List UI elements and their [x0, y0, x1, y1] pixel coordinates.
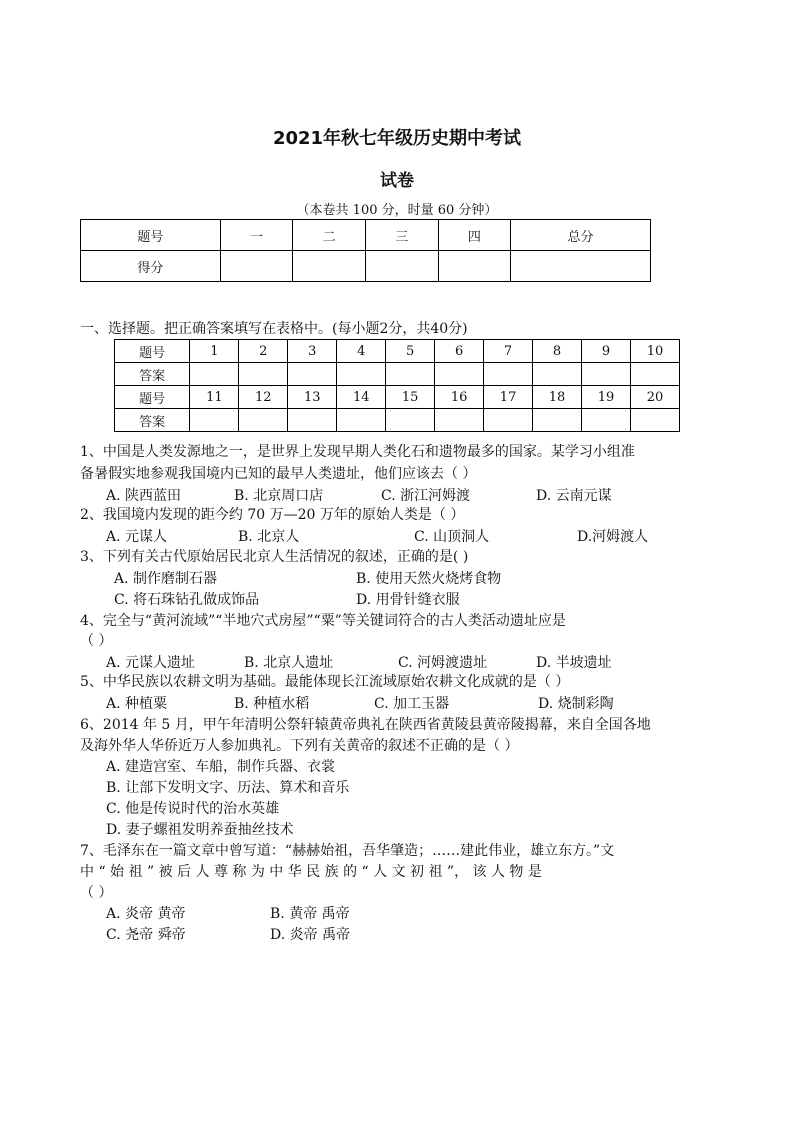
question-number: 7	[484, 340, 533, 363]
question-6-stem: 6、2014 年 5 月，甲午年清明公祭轩辕黄帝典礼在陕西省黄陵县黄帝陵揭幕，来自全国各地	[80, 717, 651, 733]
exam-subtitle: 试卷	[380, 171, 414, 191]
answer-cell[interactable]	[190, 409, 239, 432]
question-number: 9	[582, 340, 631, 363]
question-7-option-b[interactable]: B. 黄帝 禹帝	[270, 906, 350, 922]
question-number: 19	[582, 386, 631, 409]
question-4-option-d[interactable]: D. 半坡遗址	[536, 655, 612, 671]
question-number: 16	[435, 386, 484, 409]
score-cell: 二	[293, 220, 366, 251]
question-5-option-b[interactable]: B. 种植水稻	[234, 696, 310, 712]
score-value-cell[interactable]	[220, 251, 293, 282]
question-5-option-c[interactable]: C. 加工玉器	[374, 696, 450, 712]
question-number: 8	[533, 340, 582, 363]
answer-number-row	[115, 340, 680, 363]
question-5-stem: 5、中华民族以农耕文明为基础。最能体现长江流域原始农耕文化成就的是（ ）	[80, 674, 570, 690]
question-7-option-d[interactable]: D. 炎帝 禹帝	[270, 927, 351, 943]
score-header-row	[81, 220, 651, 251]
answer-cell[interactable]	[582, 363, 631, 386]
question-number: 2	[239, 340, 288, 363]
answer-row-label: 题号	[115, 386, 190, 409]
question-6-option-b[interactable]: B. 让部下发明文字、历法、算术和音乐	[106, 780, 350, 796]
question-4-option-a[interactable]: A. 元谋人遗址	[106, 655, 196, 671]
question-4-stem: 4、完全与“黄河流域”“半地穴式房屋”“粟”等关键词符合的古人类活动遗址应是	[80, 613, 566, 629]
question-2-option-a[interactable]: A. 元谋人	[106, 529, 168, 545]
score-cell: 一	[220, 220, 293, 251]
question-3-stem: 3、下列有关古代原始居民北京人生活情况的叙述，正确的是( )	[80, 549, 469, 565]
answer-cell[interactable]	[582, 409, 631, 432]
question-4-option-c[interactable]: C. 河姆渡遗址	[398, 655, 488, 671]
answer-cell[interactable]	[533, 363, 582, 386]
question-number: 17	[484, 386, 533, 409]
score-table	[80, 219, 651, 282]
answer-cell[interactable]	[630, 409, 679, 432]
question-number: 3	[288, 340, 337, 363]
question-6-stem-cont: 及海外华人华侨近万人参加典礼。下列有关黄帝的叙述不正确的是（ ）	[80, 738, 519, 754]
question-number: 1	[190, 340, 239, 363]
answer-row-label: 题号	[115, 340, 190, 363]
answer-cell[interactable]	[533, 409, 582, 432]
score-cell: 总分	[511, 220, 651, 251]
question-1-stem-cont: 备暑假实地参观我国境内已知的最早人类遗址，他们应该去（ ）	[80, 466, 477, 482]
answer-cell[interactable]	[386, 409, 435, 432]
question-1-option-d[interactable]: D. 云南元谋	[536, 488, 612, 504]
score-value-cell[interactable]	[365, 251, 438, 282]
question-1-stem: 1、中国是人类发源地之一，是世界上发现早期人类化石和遗物最多的国家。某学习小组准	[80, 444, 635, 460]
question-5-option-a[interactable]: A. 种植粟	[106, 696, 168, 712]
question-2-option-c[interactable]: C. 山顶洞人	[414, 529, 490, 545]
question-2-option-b[interactable]: B. 北京人	[238, 529, 300, 545]
answer-cell[interactable]	[239, 409, 288, 432]
question-7-stem-paren: （ ）	[80, 885, 113, 901]
question-number: 15	[386, 386, 435, 409]
answer-cell[interactable]	[190, 363, 239, 386]
answer-cell[interactable]	[337, 363, 386, 386]
answer-row	[115, 409, 680, 432]
score-cell-label: 题号	[81, 220, 221, 251]
question-number: 13	[288, 386, 337, 409]
answer-cell[interactable]	[484, 363, 533, 386]
score-value-cell[interactable]	[511, 251, 651, 282]
score-value-cell[interactable]	[293, 251, 366, 282]
question-1-option-c[interactable]: C. 浙江河姆渡	[381, 488, 471, 504]
question-1-option-a[interactable]: A. 陕西蓝田	[106, 488, 182, 504]
question-6-option-d[interactable]: D. 妻子螺祖发明养蚕抽丝技术	[106, 822, 294, 838]
answer-label: 答案	[115, 409, 190, 432]
answer-cell[interactable]	[386, 363, 435, 386]
question-6-option-a[interactable]: A. 建造宫室、车船，制作兵器、衣裳	[106, 759, 336, 775]
question-3-option-c[interactable]: C. 将石珠钻孔做成饰品	[114, 592, 260, 608]
question-7-option-c[interactable]: C. 尧帝 舜帝	[106, 927, 186, 943]
answer-cell[interactable]	[435, 409, 484, 432]
question-7-stem-cont: 中 “ 始 祖 ” 被 后 人 尊 称 为 中 华 民 族 的 “ 人 文 初 祖 ”， 该 人 物 是	[80, 864, 542, 880]
question-4-option-b[interactable]: B. 北京人遗址	[244, 655, 334, 671]
question-number: 4	[337, 340, 386, 363]
answer-row	[115, 363, 680, 386]
question-6-option-c[interactable]: C. 他是传说时代的治水英雄	[106, 801, 280, 817]
question-number: 5	[386, 340, 435, 363]
question-2-stem: 2、我国境内发现的距今约 70 万—20 万年的原始人类是（ ）	[80, 507, 465, 523]
answer-cell[interactable]	[435, 363, 484, 386]
score-cell: 四	[438, 220, 511, 251]
exam-title: 2021年秋七年级历史期中考试	[272, 128, 522, 149]
answer-cell[interactable]	[484, 409, 533, 432]
score-value-label: 得分	[81, 251, 221, 282]
question-number: 18	[533, 386, 582, 409]
question-2-option-d[interactable]: D.河姆渡人	[577, 529, 649, 545]
score-value-row	[81, 251, 651, 282]
question-number: 11	[190, 386, 239, 409]
answer-table	[114, 339, 680, 432]
question-4-stem-cont: （ ）	[80, 633, 113, 649]
score-cell: 三	[365, 220, 438, 251]
answer-cell[interactable]	[337, 409, 386, 432]
question-3-option-d[interactable]: D. 用骨针缝衣服	[356, 592, 460, 608]
question-5-option-d[interactable]: D. 烧制彩陶	[538, 696, 614, 712]
answer-cell[interactable]	[239, 363, 288, 386]
question-3-option-b[interactable]: B. 使用天然火烧烤食物	[356, 571, 502, 587]
question-number: 10	[630, 340, 679, 363]
question-number: 14	[337, 386, 386, 409]
answer-cell[interactable]	[630, 363, 679, 386]
question-number: 20	[630, 386, 679, 409]
score-value-cell[interactable]	[438, 251, 511, 282]
answer-cell[interactable]	[288, 363, 337, 386]
answer-number-row	[115, 386, 680, 409]
question-7-option-a[interactable]: A. 炎帝 黄帝	[106, 906, 186, 922]
question-number: 12	[239, 386, 288, 409]
section-heading: 一、选择题。把正确答案填写在表格中。(每小题2分，共40分)	[80, 321, 468, 337]
answer-label: 答案	[115, 363, 190, 386]
question-1-option-b[interactable]: B. 北京周口店	[234, 488, 324, 504]
question-7-stem: 7、毛泽东在一篇文章中曾写道：“赫赫始祖，吾华肇造；……建此伟业，雄立东方。”文	[80, 843, 615, 859]
question-number: 6	[435, 340, 484, 363]
exam-note: （本卷共 100 分，时量 60 分钟）	[296, 203, 498, 218]
question-3-option-a[interactable]: A. 制作磨制石器	[114, 571, 218, 587]
answer-cell[interactable]	[288, 409, 337, 432]
